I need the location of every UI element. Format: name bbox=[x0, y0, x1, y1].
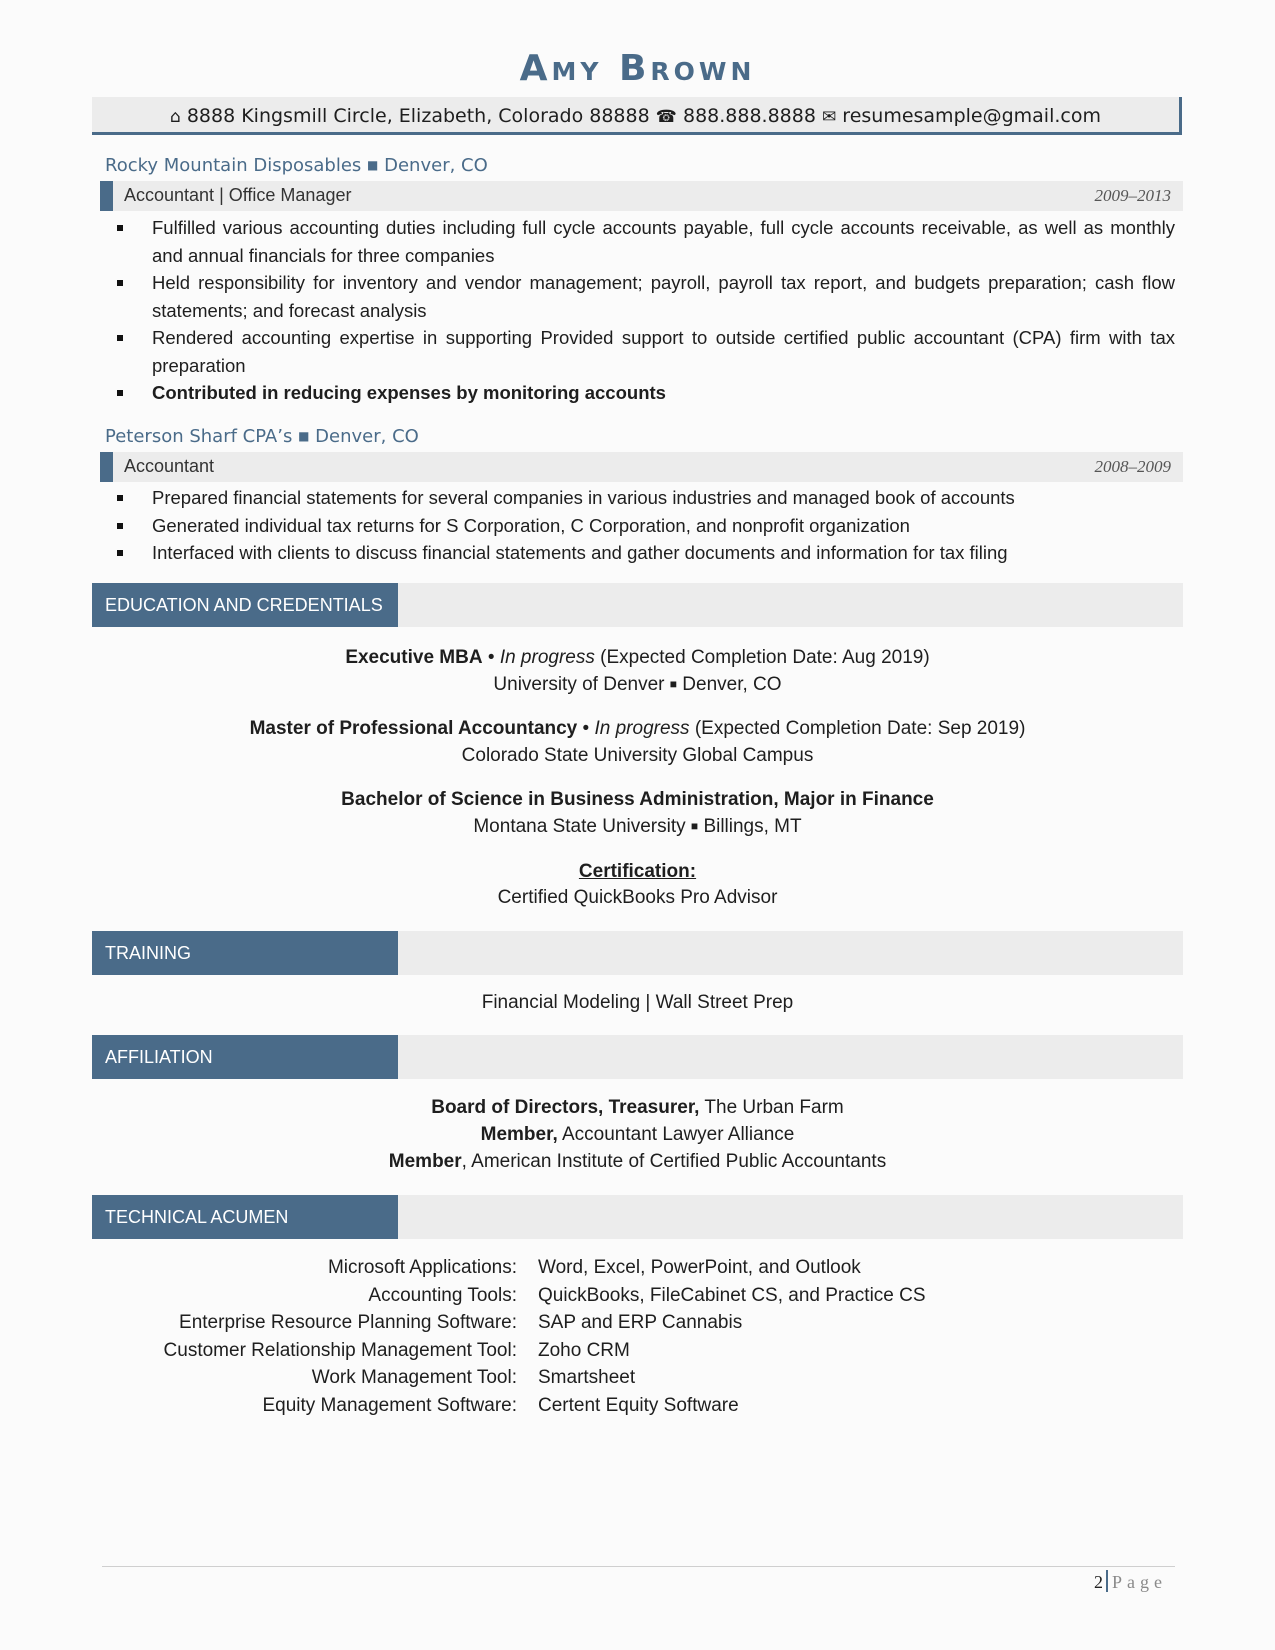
cert-heading-line bbox=[0, 861, 1275, 883]
list-item: Held responsibility for inventory and vendor management; payroll, payroll tax report, and budgets preparation; cash flow statements; and forecast analysis bbox=[115, 269, 1175, 324]
section-training bbox=[92, 931, 1183, 975]
page-number: 2 bbox=[1094, 1572, 1103, 1592]
affiliation-line-3 bbox=[0, 1151, 1275, 1173]
page-word: Page bbox=[1112, 1572, 1167, 1592]
email-text[interactable]: resumesample@gmail.com bbox=[842, 105, 1101, 127]
affiliation-org: , American Institute of Certified Public Accountants bbox=[461, 1151, 887, 1172]
list-item: Prepared financial statements for several companies in various industries and managed book of accounts bbox=[115, 484, 1175, 512]
job-1-dates: 2009–2013 bbox=[1094, 186, 1171, 205]
affiliation-title: Member, bbox=[480, 1124, 558, 1145]
table-row bbox=[0, 1340, 1275, 1368]
job-2-bullets bbox=[115, 484, 1175, 567]
name-text: Amy Brown bbox=[519, 48, 756, 89]
tech-label: Work Management Tool: bbox=[311, 1367, 517, 1388]
table-row bbox=[0, 1395, 1275, 1423]
job-1-location: Denver, CO bbox=[384, 155, 488, 176]
table-row bbox=[0, 1285, 1275, 1313]
job-2-company-line bbox=[105, 426, 419, 447]
tech-value: Word, Excel, PowerPoint, and Outlook bbox=[538, 1257, 861, 1278]
tech-label: Enterprise Resource Planning Software: bbox=[179, 1312, 517, 1333]
mba-status: In progress bbox=[499, 647, 595, 668]
job-2-role: Accountant bbox=[124, 456, 215, 476]
separator-square: ■ bbox=[367, 158, 379, 172]
job-2-company: Peterson Sharf CPA’s bbox=[105, 426, 293, 447]
section-affiliation-heading: AFFILIATION bbox=[92, 1035, 398, 1079]
cert-heading: Certification: bbox=[578, 861, 697, 882]
training-item: Financial Modeling | Wall Street Prep bbox=[481, 992, 794, 1013]
list-item: Generated individual tax returns for S Corporation, C Corporation, and nonprofit organization bbox=[115, 512, 1175, 540]
bs-line bbox=[0, 789, 1275, 811]
list-item: Fulfilled various accounting duties including full cycle accounts payable, full cycle accounts receivable, as well as monthly and annual financials for three companies bbox=[115, 214, 1175, 269]
mba-note: (Expected Completion Date: Aug 2019) bbox=[600, 647, 930, 668]
mpa-status: In progress bbox=[594, 718, 690, 739]
mba-school: University of Denver bbox=[493, 674, 665, 695]
job-2-role-bar bbox=[100, 452, 1183, 482]
section-technical bbox=[92, 1195, 1183, 1239]
mba-degree: Executive MBA bbox=[345, 647, 483, 668]
home-icon: ⌂ bbox=[169, 107, 181, 127]
tech-value: SAP and ERP Cannabis bbox=[538, 1312, 743, 1333]
mpa-note: (Expected Completion Date: Sep 2019) bbox=[694, 718, 1026, 739]
affiliation-title: Board of Directors, Treasurer, bbox=[431, 1097, 700, 1118]
mba-school-line: University of Denver ■ Denver, CO bbox=[493, 674, 782, 695]
footer-separator bbox=[1106, 1570, 1108, 1592]
list-item: Rendered accounting expertise in supporting Provided support to outside certified public accountant (CPA) firm with tax preparation bbox=[115, 324, 1175, 379]
footer-divider bbox=[102, 1566, 1175, 1567]
page-footer bbox=[1094, 1570, 1167, 1593]
tech-label: Customer Relationship Management Tool: bbox=[163, 1340, 517, 1361]
training-line bbox=[0, 992, 1275, 1014]
job-1-role-bar bbox=[100, 181, 1183, 211]
job-1-company-line bbox=[105, 155, 488, 176]
affiliation-line-1 bbox=[0, 1097, 1275, 1119]
contact-bar bbox=[92, 97, 1182, 135]
cert-name: Certified QuickBooks Pro Advisor bbox=[497, 887, 778, 908]
table-row bbox=[0, 1367, 1275, 1395]
mpa-school: Colorado State University Global Campus bbox=[461, 745, 814, 766]
section-affiliation bbox=[92, 1035, 1183, 1079]
job-1-company: Rocky Mountain Disposables bbox=[105, 155, 362, 176]
job-2-location: Denver, CO bbox=[315, 426, 419, 447]
phone-icon: ☎ bbox=[655, 107, 677, 127]
table-row bbox=[0, 1312, 1275, 1340]
section-education bbox=[92, 583, 1183, 627]
bs-school-line: Montana State University ■ Billings, MT bbox=[473, 816, 802, 837]
bs-location: Billings, MT bbox=[703, 816, 802, 837]
table-row bbox=[0, 1257, 1275, 1285]
tech-value: Certent Equity Software bbox=[538, 1395, 739, 1416]
list-item: Contributed in reducing expenses by monitoring accounts bbox=[115, 379, 1175, 407]
address-text: 8888 Kingsmill Circle, Elizabeth, Colorado 88888 bbox=[186, 105, 650, 127]
mba-location: Denver, CO bbox=[682, 674, 782, 695]
section-education-heading: EDUCATION AND CREDENTIALS bbox=[92, 583, 398, 627]
candidate-name bbox=[0, 48, 1275, 89]
section-training-heading: TRAINING bbox=[92, 931, 398, 975]
tech-label: Microsoft Applications: bbox=[327, 1257, 517, 1278]
mpa-degree: Master of Professional Accountancy bbox=[249, 718, 578, 739]
section-technical-heading: TECHNICAL ACUMEN bbox=[92, 1195, 398, 1239]
mpa-line: Master of Professional Accountancy • In progress (Expected Completion Date: Sep 2019) bbox=[249, 718, 1026, 739]
job-1-role: Accountant | Office Manager bbox=[124, 185, 352, 205]
affiliation-org: The Urban Farm bbox=[704, 1097, 844, 1118]
affiliation-org: Accountant Lawyer Alliance bbox=[561, 1124, 795, 1145]
mail-icon: ✉ bbox=[822, 107, 837, 127]
affiliation-title: Member bbox=[388, 1151, 462, 1172]
tech-value: Zoho CRM bbox=[538, 1340, 630, 1361]
tech-label: Equity Management Software: bbox=[262, 1395, 517, 1416]
list-item: Interfaced with clients to discuss financial statements and gather documents and information for tax filing bbox=[115, 539, 1175, 567]
separator-square: ■ bbox=[298, 429, 310, 443]
bs-school: Montana State University bbox=[473, 816, 686, 837]
phone-text[interactable]: 888.888.8888 bbox=[682, 105, 816, 127]
affiliation-line-2 bbox=[0, 1124, 1275, 1146]
bs-degree: Bachelor of Science in Business Administration, Major in Finance bbox=[341, 789, 934, 810]
mpa-school-line bbox=[0, 745, 1275, 767]
job-1-bullets bbox=[115, 214, 1175, 407]
tech-label: Accounting Tools: bbox=[368, 1285, 517, 1306]
cert-line bbox=[0, 887, 1275, 909]
job-2-dates: 2008–2009 bbox=[1094, 457, 1171, 476]
mba-line: Executive MBA • In progress (Expected Completion Date: Aug 2019) bbox=[345, 647, 930, 668]
tech-value: Smartsheet bbox=[538, 1367, 636, 1388]
tech-value: QuickBooks, FileCabinet CS, and Practice CS bbox=[538, 1285, 926, 1306]
